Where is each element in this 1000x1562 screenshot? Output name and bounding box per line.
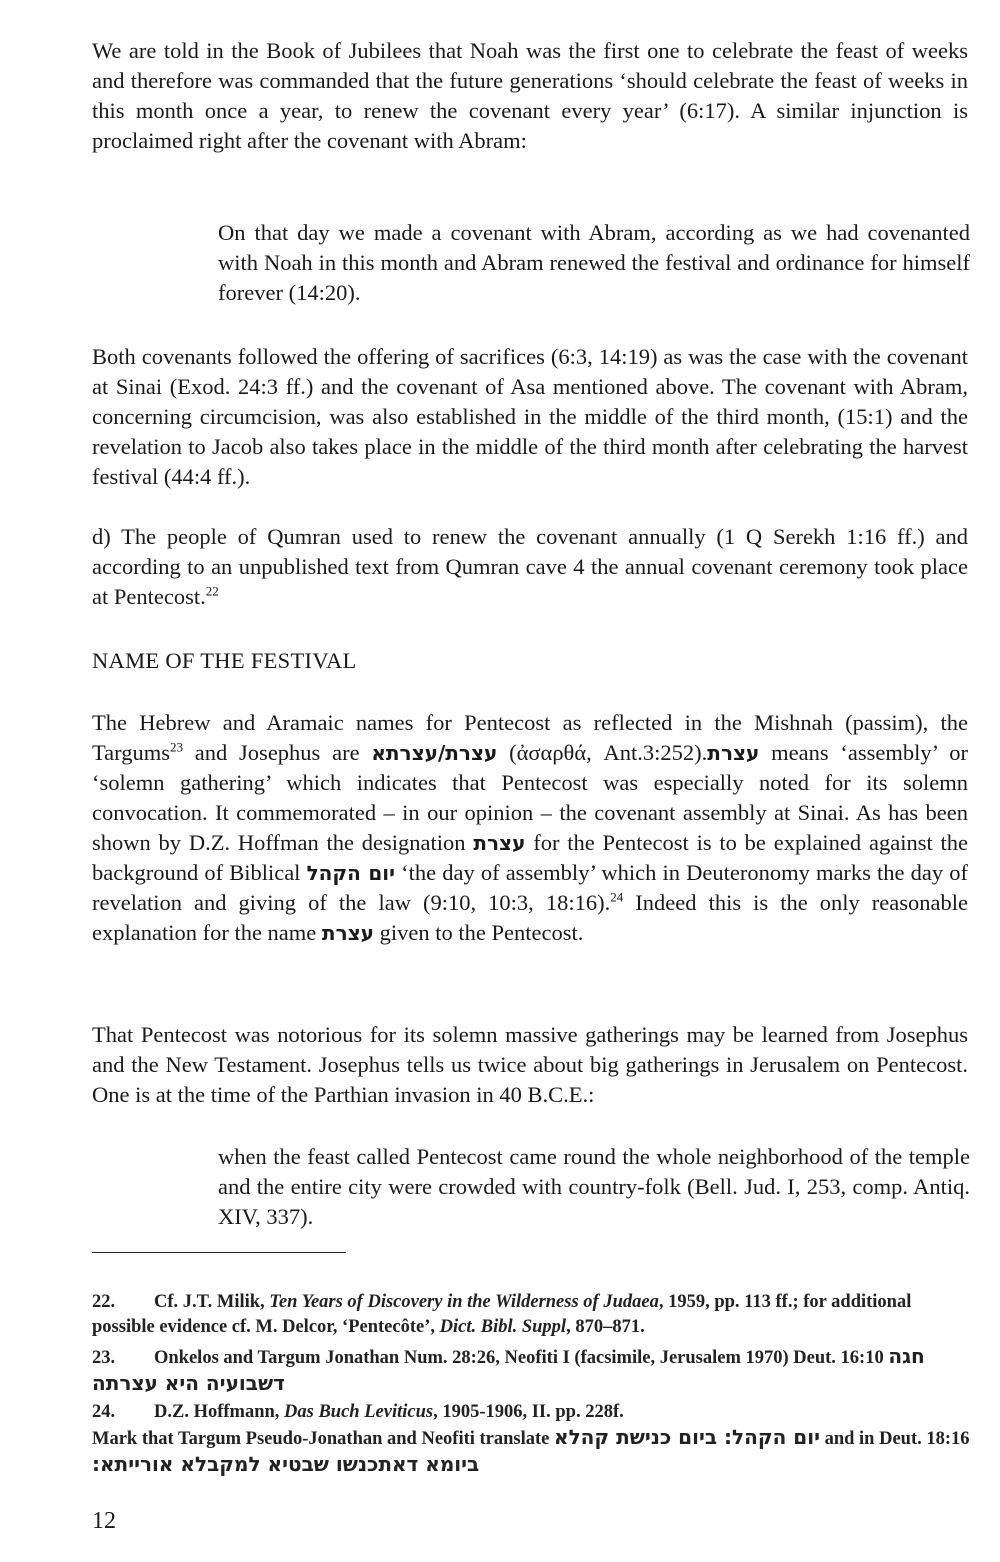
footnote-ref-22: 22 (205, 583, 219, 599)
text-segment: ‘the day of assembly’ which in Deuteronomy marks the day of revelation and giving of the law (9:10, 10:3, 18:16). (92, 860, 969, 915)
paragraph-qumran (92, 522, 968, 612)
paragraph-jubilees: We are told in the Book of Jubilees that Noah was the first one to celebrate the feast of weeks and therefore was commanded that the future generations ‘should celebrate the feast of weeks in this month once a year, to renew the covenant every year’ (6:17). A similar injunction is proclaimed right after the covenant with Abram: (92, 38, 968, 153)
paragraph-name-of-festival (92, 708, 968, 948)
hebrew-term: ביומא דאתכנשו שבטיא למקבלא אורייתא: (92, 1452, 480, 1476)
footnote-ref-24: 24 (610, 889, 624, 905)
footnote-title: Dict. Bibl. Suppl (439, 1317, 567, 1337)
footnote-24 (92, 1400, 972, 1479)
footnote-text: , 1905-1906, II. pp. 228f. (433, 1402, 624, 1422)
text-segment: for the Pentecost is to be explained against the background of Biblical (92, 830, 968, 885)
paragraph-covenants: Both covenants followed the offering of sacrifices (6:3, 14:19) as was the case with the covenant at Sinai (Exod. 24:3 ff.) and the covenant of Asa mentioned above. The covenant with Abram, concerning circumcision, was also established in the middle of the third month, (15:1) and the revelation to Jacob also takes place in the middle of the third month after celebrating the harvest festival (44:4 ff.). (92, 344, 968, 489)
footnote-ref-23: 23 (170, 739, 184, 755)
footnote-22 (92, 1290, 972, 1340)
text-segment: (ἀσαρθά, Ant.3:252). (497, 740, 708, 765)
footnote-text: and in Deut. 18:16 (819, 1429, 970, 1449)
paragraph-gatherings: That Pentecost was notorious for its solemn massive gatherings may be learned from Josephus and the New Testament. Josephus tells us twice about big gatherings in Jerusalem on Pentecost. One is at the time of the Parthian invasion in 40 B.C.E.: (92, 1022, 968, 1107)
footnote-title: Das Buch Leviticus (284, 1402, 434, 1422)
footnote-number: 24. (92, 1402, 116, 1422)
hebrew-term: עצרת/עצרתא (371, 741, 498, 765)
footnote-text: Mark that Targum Pseudo-Jonathan and Neofiti translate (92, 1429, 555, 1449)
paragraph-qumran-text: d) The people of Qumran used to renew the covenant annually (1 Q Serekh 1:16 ff.) and according to an unpublished text from Qumran cave 4 the annual covenant ceremony took place at Pentecost. (92, 524, 968, 609)
hebrew-term: עצרת (321, 921, 375, 945)
blockquote-josephus: when the feast called Pentecost came round the whole neighborhood of the temple and the entire city were crowded with country-folk (Bell. Jud. I, 253, comp. Antiq. XIV, 337). (218, 1144, 970, 1229)
hebrew-term: עצרת (707, 741, 760, 765)
footnote-text: , 1959, pp. 113 ff.; for additional possible evidence cf. M. Delcor, ‘Pentecôte’, (92, 1292, 912, 1337)
footnote-title: Ten Years of Discovery in the Wilderness of Judaea (269, 1292, 659, 1312)
footnote-number: 23. (92, 1348, 116, 1368)
footnote-text: D.Z. Hoffmann, (154, 1402, 285, 1422)
footnote-divider (92, 1252, 346, 1253)
hebrew-term: יום הקהל: ביום כנישת קהלא (554, 1425, 820, 1449)
footnote-number: 22. (92, 1292, 116, 1312)
blockquote-abram: On that day we made a covenant with Abram, according as we had covenanted with Noah in this month and Abram renewed the festival and ordinance for himself forever (14:20). (218, 220, 970, 305)
footnote-text: Onkelos and Targum Jonathan Num. 28:26, Neofiti I (facsimile, Jerusalem 1970) Deut. 16:10 (154, 1348, 889, 1368)
hebrew-term: עצרת (473, 831, 526, 855)
hebrew-term: חגה דשבועיה היא עצרתה (92, 1344, 925, 1395)
text-segment: Indeed this is the only reasonable explanation for the name (92, 890, 968, 945)
footnote-text: , 870–871. (566, 1317, 645, 1337)
text-segment: The Hebrew and Aramaic names for Pentecost as reflected in the Mishnah (passim), the Targums (92, 710, 968, 765)
hebrew-term: יום הקהל (306, 861, 396, 885)
footnote-23 (92, 1344, 972, 1398)
text-segment: and Josephus are (183, 740, 372, 765)
footnote-text: Cf. J.T. Milik, (154, 1292, 270, 1312)
page-number: 12 (92, 1508, 116, 1534)
text-segment: given to the Pentecost. (374, 920, 584, 945)
text-segment: means ‘assembly’ or ‘solemn gathering’ which indicates that Pentecost was especially noted for its solemn convocation. It commemorated – in our opinion – the covenant assembly at Sinai. As has been shown by D.Z. Hoffman the designation (92, 740, 968, 855)
section-heading: NAME OF THE FESTIVAL (92, 648, 357, 673)
